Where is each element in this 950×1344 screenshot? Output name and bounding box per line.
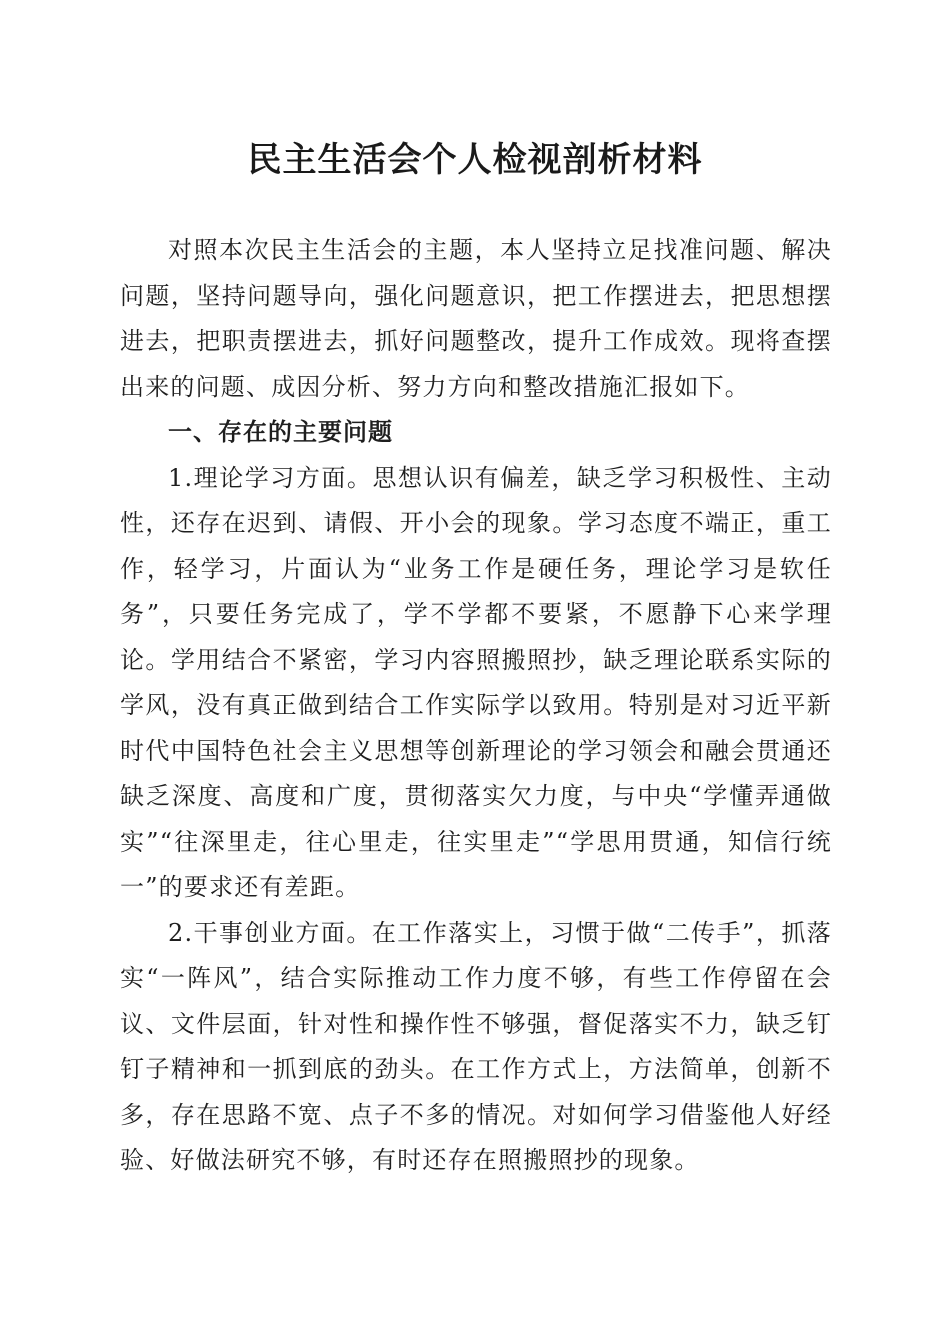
paragraph-work-performance: 2.干事创业方面。在工作落实上，习惯于做“二传手”，抓落实“一阵风”，结合实际推动工作力度不够，有些工作停留在会议、文件层面，针对性和操作性不够强，督促落实不力，缺乏钉钉子精神和一抓到底的劲头。在工作方式上，方法简单，创新不多，存在思路不宽、点子不多的情况。对如何学习借鉴他人好经验、好做法研究不够，有时还存在照搬照抄的现象。 (120, 918, 832, 1174)
document-body (120, 228, 832, 1184)
paragraph-theory-study: 1.理论学习方面。思想认识有偏差，缺乏学习积极性、主动性，还存在迟到、请假、开小会的现象。学习态度不端正，重工作，轻学习，片面认为“业务工作是硬任务，理论学习是软任务”，只要任务完成了，学不学都不要紧，不愿静下心来学理论。学用结合不紧密，学习内容照搬照抄，缺乏理论联系实际的学风，没有真正做到结合工作实际学以致用。特别是对习近平新时代中国特色社会主义思想等创新理论的学习领会和融会贯通还缺乏深度、高度和广度，贯彻落实欠力度，与中央“学懂弄通做实”“往深里走，往心里走，往实里走”“学思用贯通，知信行统一”的要求还有差距。 (120, 463, 832, 901)
intro-paragraph: 对照本次民主生活会的主题，本人坚持立足找准问题、解决问题，坚持问题导向，强化问题意识，把工作摆进去，把思想摆进去，把职责摆进去，抓好问题整改，提升工作成效。现将查摆出来的问题、成因分析、努力方向和整改措施汇报如下。 (120, 236, 832, 401)
section-heading-main-problems: 一、存在的主要问题 (168, 418, 393, 446)
document-title: 民主生活会个人检视剖析材料 (247, 140, 703, 180)
